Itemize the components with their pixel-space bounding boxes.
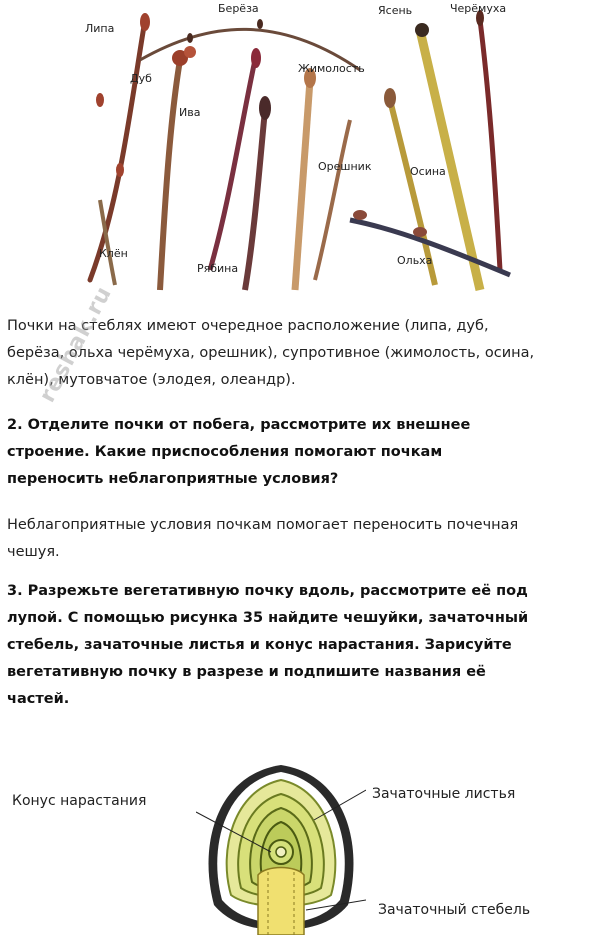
- label-embryonic-stem: Зачаточный стебель: [378, 902, 531, 918]
- label-zhimolost: Жимолость: [298, 62, 365, 75]
- label-ryabina: Рябина: [197, 262, 239, 275]
- answer-2-line-1: Неблагоприятные условия почкам помогает переносить почечная: [7, 517, 519, 533]
- question-3-line-5: частей.: [7, 691, 70, 707]
- label-klen: Клён: [99, 247, 128, 260]
- twigs-drawing: [60, 0, 530, 300]
- label-oreshnik: Орешник: [318, 160, 372, 173]
- answer-1-line-2: берёза, ольха черёмуха, орешник), супротивное (жимолость, осина,: [7, 345, 535, 361]
- label-embryonic-leaves: Зачаточные листья: [372, 786, 516, 802]
- bud-section-diagram: [196, 760, 366, 935]
- bud-drawing: [196, 760, 366, 935]
- label-iva: Ива: [179, 106, 201, 119]
- answer-1-line-1: Почки на стеблях имеют очередное расположение (липа, дуб,: [7, 318, 489, 334]
- question-3: [7, 578, 607, 713]
- label-dub: Дуб: [130, 72, 152, 85]
- question-2-line-1: 2. Отделите почки от побега, рассмотрите их внешнее: [7, 417, 471, 433]
- answer-2-line-2: чешуя.: [7, 544, 60, 560]
- label-olkha: Ольха: [397, 254, 433, 267]
- twigs-illustration: [60, 0, 530, 300]
- label-lipa: Липа: [85, 22, 115, 35]
- question-2-line-2: строение. Какие приспособления помогают почкам: [7, 444, 443, 460]
- label-osina: Осина: [410, 165, 446, 178]
- answer-1-line-3: клён), мутовчатое (элодея, олеандр).: [7, 372, 296, 388]
- question-3-line-4: вегетативную почку в разрезе и подпишите названия её: [7, 664, 486, 680]
- label-cheremukha: Черёмуха: [450, 2, 507, 15]
- question-3-line-3: стебель, зачаточные листья и конус нарастания. Зарисуйте: [7, 637, 512, 653]
- answer-2: [7, 512, 607, 566]
- question-2-line-3: переносить неблагоприятные условия?: [7, 471, 339, 487]
- label-yasen: Ясень: [378, 4, 413, 17]
- watermark: reshak.ru: [35, 282, 118, 407]
- question-3-line-2: лупой. С помощью рисунка 35 найдите чешуйки, зачаточный: [7, 610, 529, 626]
- question-2: [7, 412, 607, 493]
- question-3-line-1: 3. Разрежьте вегетативную почку вдоль, рассмотрите её под: [7, 583, 528, 599]
- label-growth-cone: Конус нарастания: [12, 793, 147, 809]
- label-bereza: Берёза: [218, 2, 259, 15]
